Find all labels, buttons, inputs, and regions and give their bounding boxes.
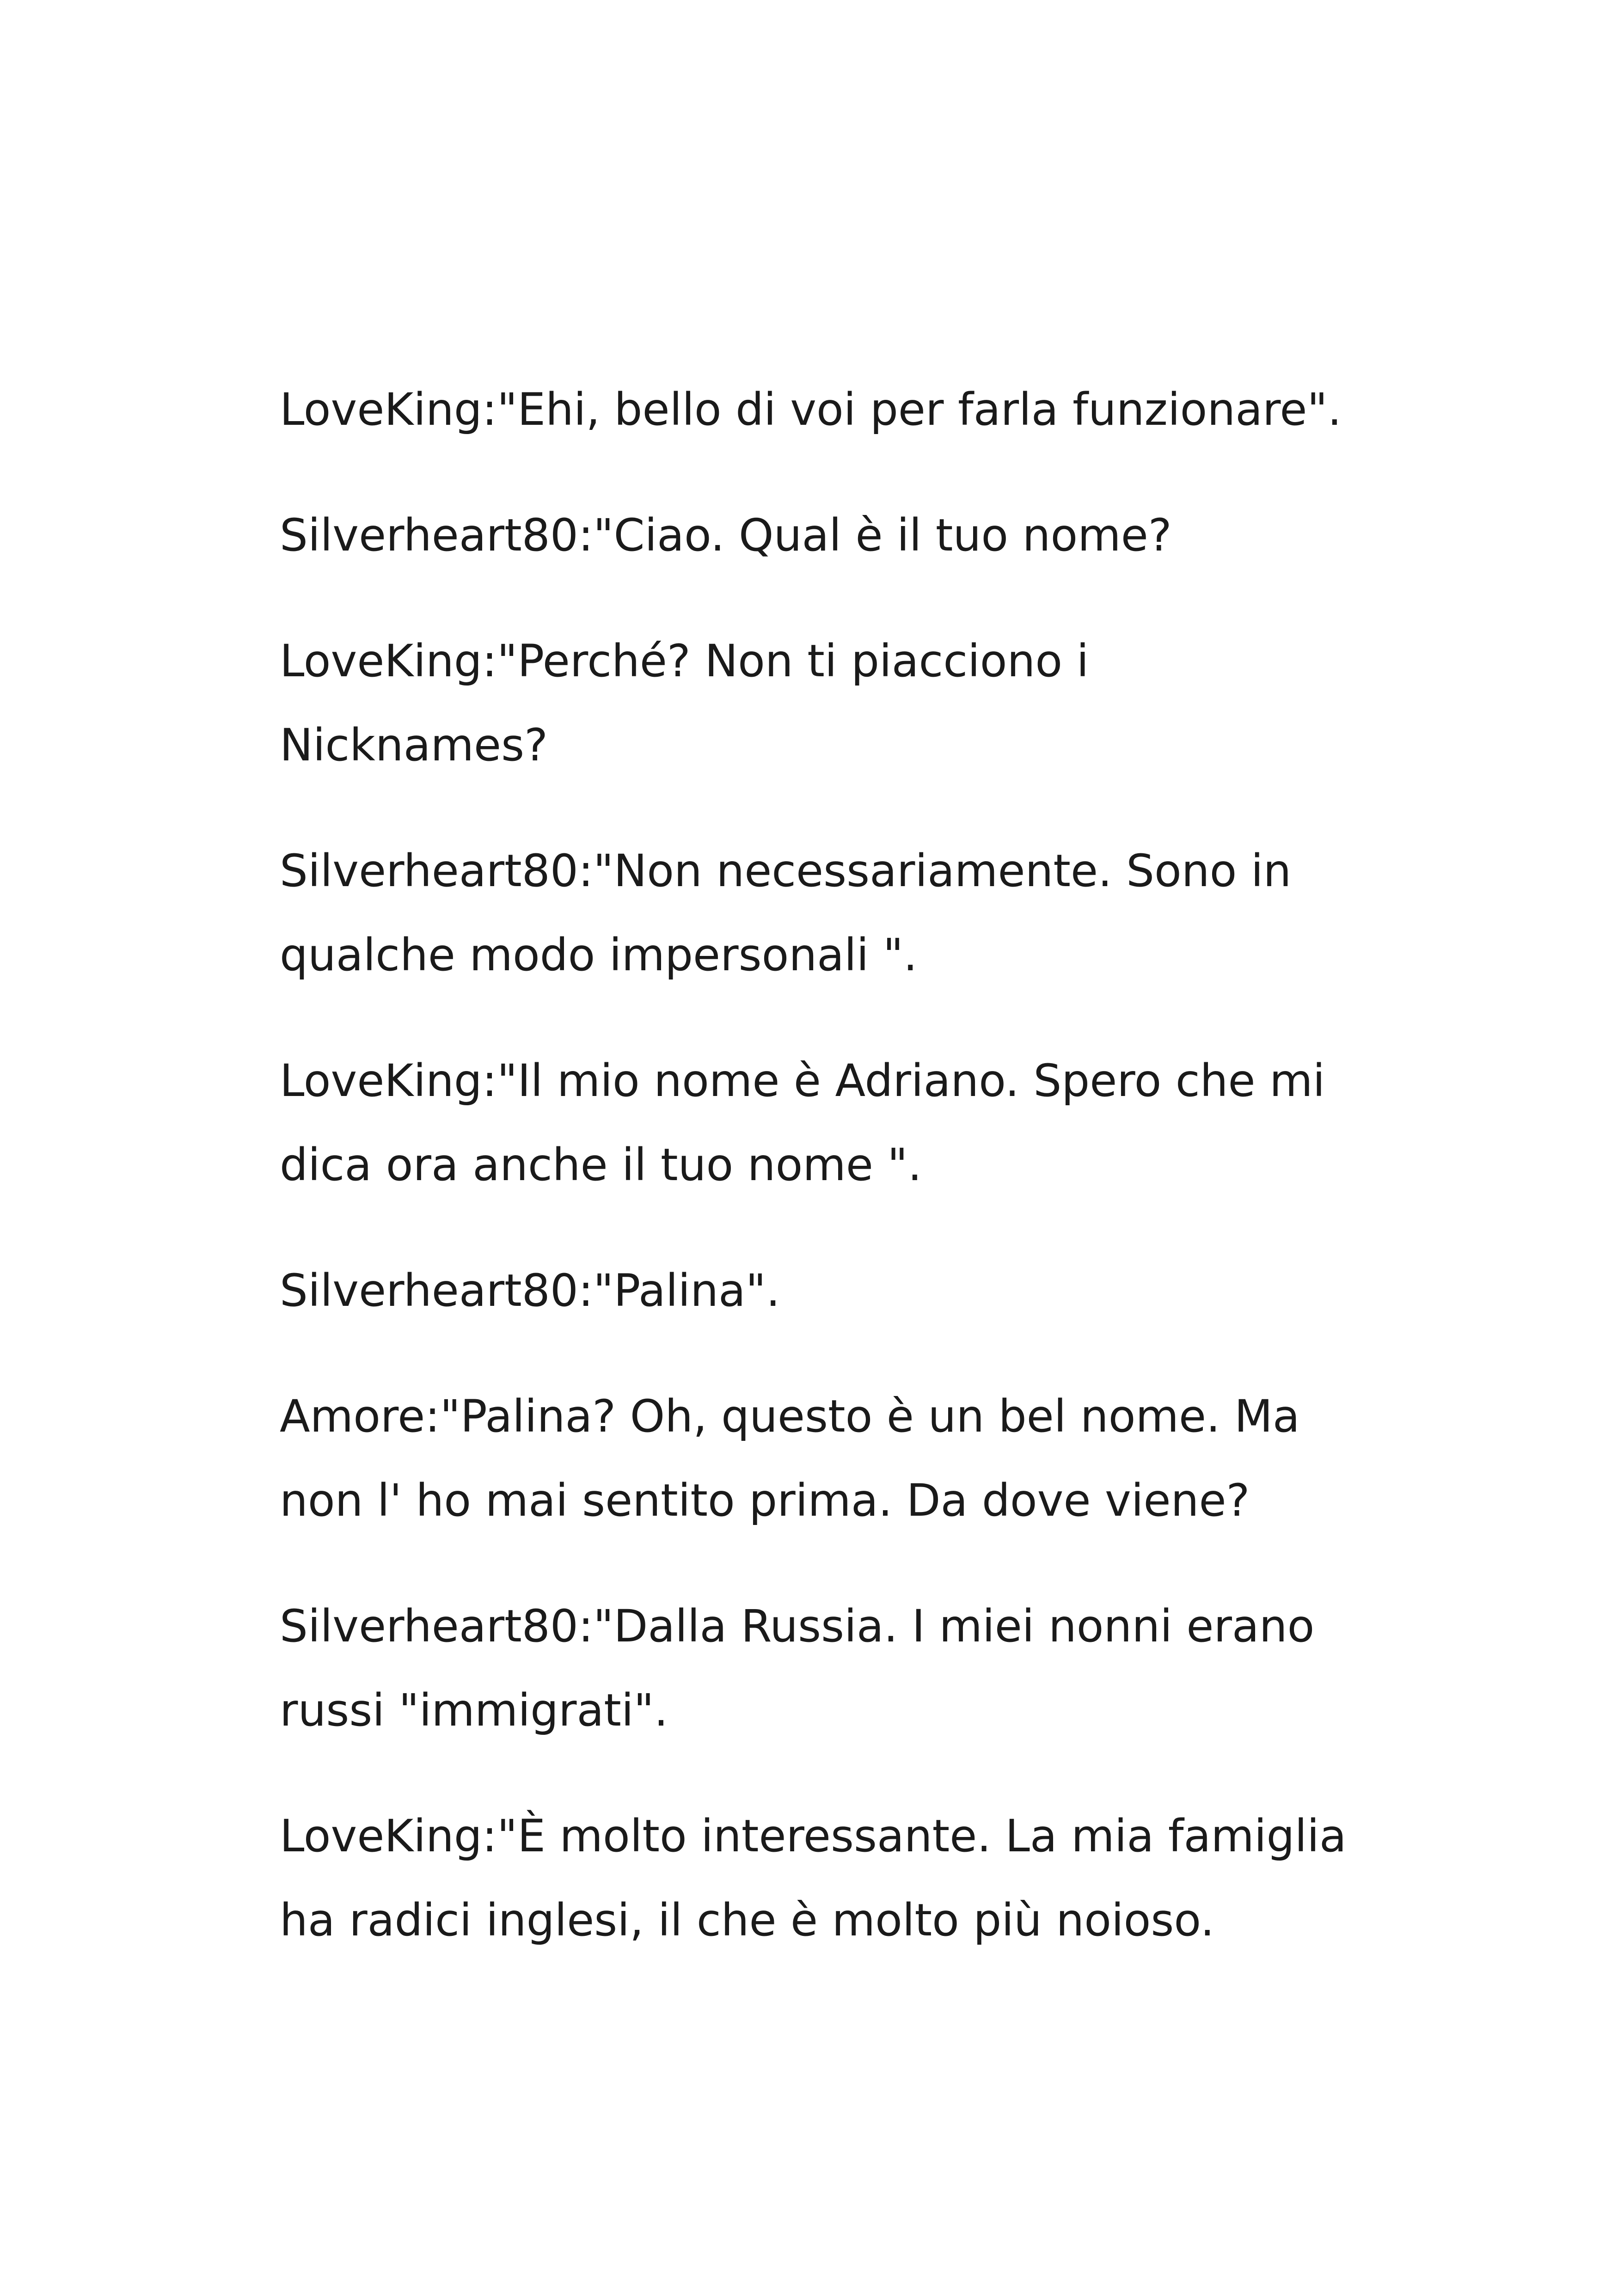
text-line: non l' ho mai sentito prima. Da dove viene? [280, 1475, 1250, 1526]
text-line: Silverheart80:"Dalla Russia. I miei nonni erano [280, 1600, 1315, 1652]
text-line: LoveKing:"Il mio nome è Adriano. Spero che mi [280, 1055, 1325, 1107]
dialogue-paragraph [280, 619, 1389, 787]
text-line: qualche modo impersonali ". [280, 929, 918, 981]
dialogue-paragraph [280, 1584, 1389, 1752]
dialogue-paragraph [280, 1249, 1389, 1333]
text-line: Silverheart80:"Non necessariamente. Sono in [280, 845, 1292, 897]
dialogue-text [280, 367, 1389, 2004]
dialogue-paragraph [280, 1374, 1389, 1543]
dialogue-paragraph [280, 829, 1389, 997]
text-line: LoveKing:"È molto interessante. La mia famiglia [280, 1810, 1347, 1862]
text-line: Nicknames? [280, 719, 548, 771]
text-line: ha radici inglesi, il che è molto più noioso. [280, 1894, 1214, 1946]
text-line: Silverheart80:"Ciao. Qual è il tuo nome? [280, 509, 1172, 561]
dialogue-paragraph [280, 493, 1389, 577]
text-line: Amore:"Palina? Oh, questo è un bel nome. Ma [280, 1390, 1300, 1442]
text-line: LoveKing:"Ehi, bello di voi per farla funzionare". [280, 384, 1342, 435]
text-line: dica ora anche il tuo nome ". [280, 1139, 922, 1191]
dialogue-paragraph [280, 1794, 1389, 1962]
dialogue-paragraph [280, 1039, 1389, 1207]
text-line: LoveKing:"Perché? Non ti piacciono i [280, 635, 1089, 687]
dialogue-paragraph [280, 367, 1389, 452]
text-line: russi "immigrati". [280, 1684, 668, 1736]
text-line: Silverheart80:"Palina". [280, 1265, 780, 1316]
